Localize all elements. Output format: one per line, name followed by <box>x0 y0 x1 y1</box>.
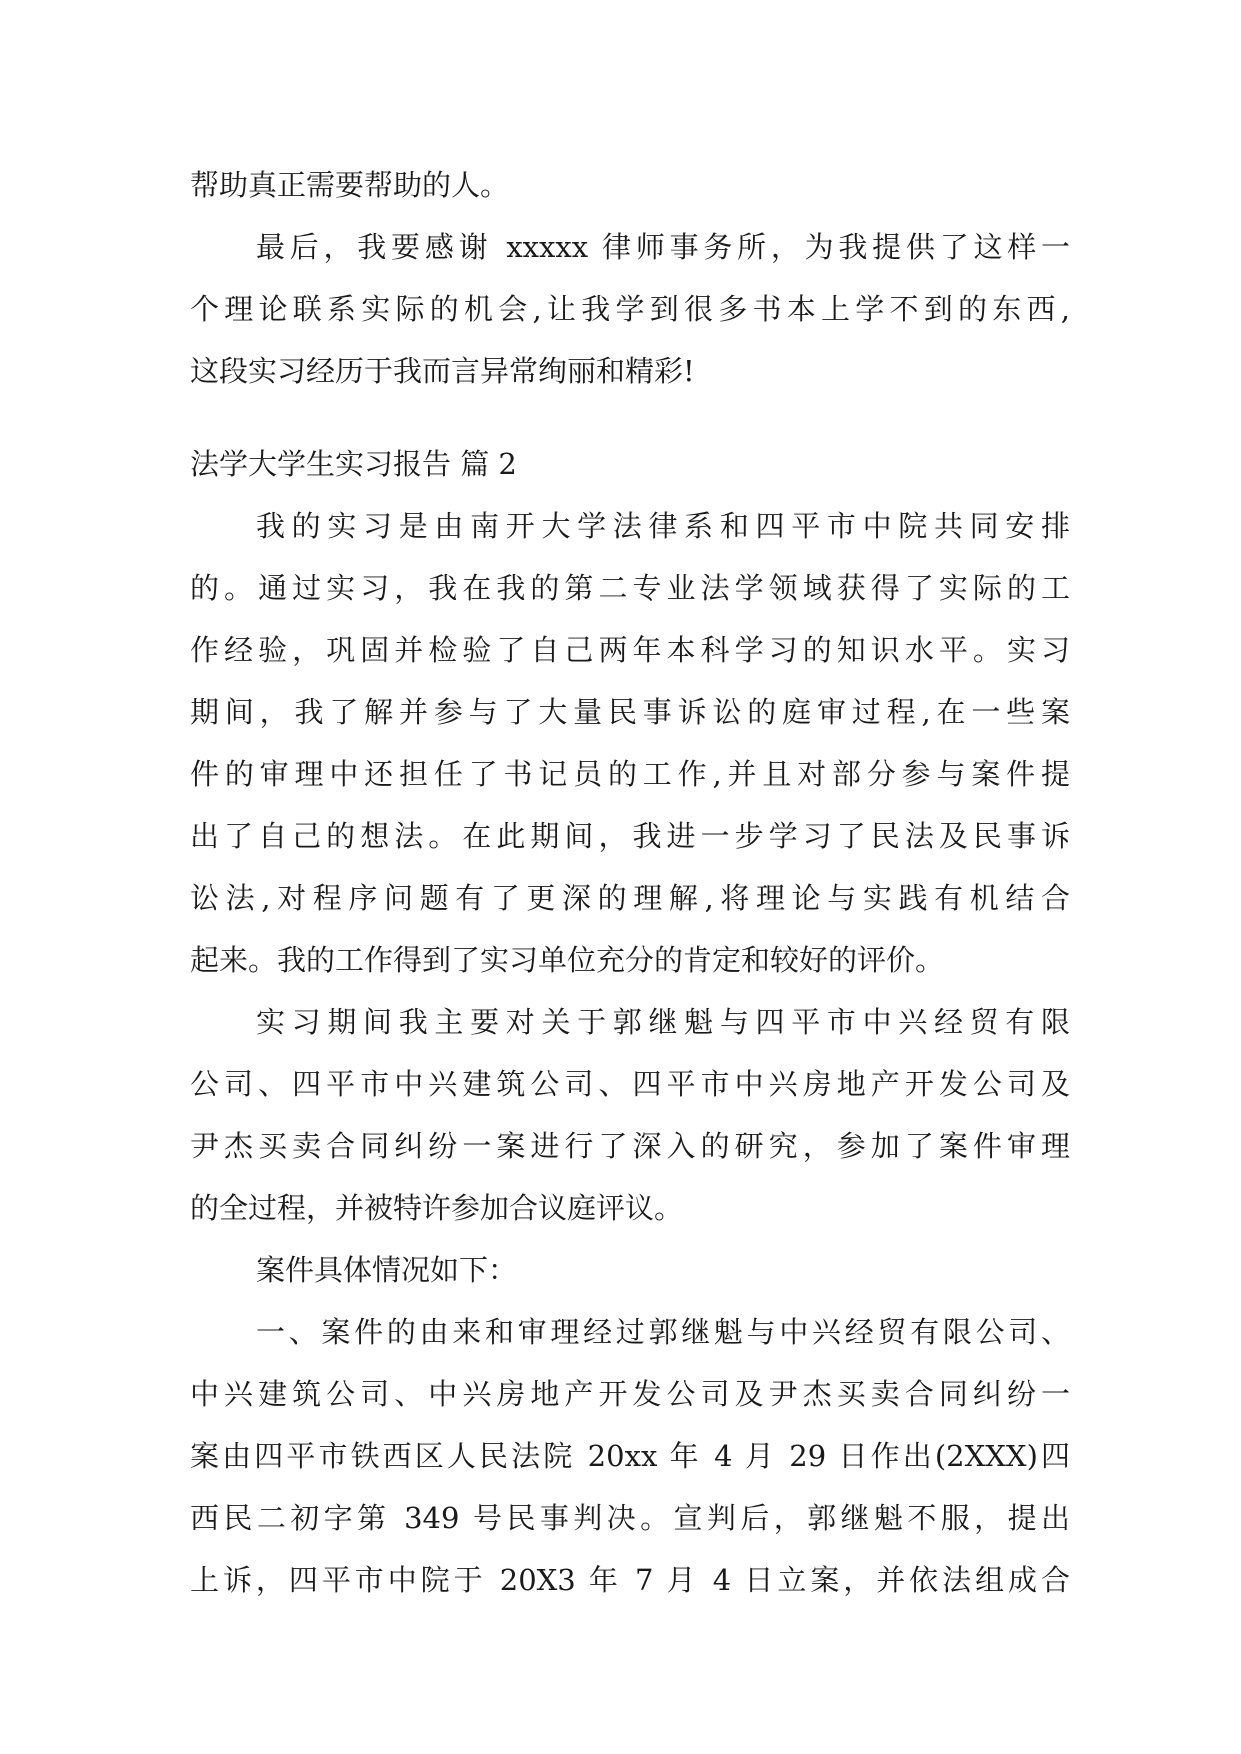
text-line: 作经验，巩固并检验了自己两年本科学习的知识水平。实习 <box>190 633 1070 667</box>
text-line: 件的审理中还担任了书记员的工作,并且对部分参与案件提 <box>190 757 1070 791</box>
text-line: 中兴建筑公司、中兴房地产开发公司及尹杰买卖合同纠纷一 <box>190 1377 1070 1411</box>
text-line: 出了自己的想法。在此期间，我进一步学习了民法及民事诉 <box>190 819 1070 853</box>
paragraph-closing-fragment <box>190 154 1070 216</box>
text-line: 个理论联系实际的机会,让我学到很多书本上学不到的东西, <box>190 292 1070 326</box>
text-line: 最后，我要感谢 xxxxx 律师事务所，为我提供了这样一 <box>256 230 1070 264</box>
text-line: 实习期间我主要对关于郭继魁与四平市中兴经贸有限 <box>256 1005 1070 1039</box>
text-line: 起来。我的工作得到了实习单位充分的肯定和较好的评价。 <box>190 943 945 977</box>
document-body <box>190 154 1070 1611</box>
text-line: 上诉，四平市中院于 20X3 年 7 月 4 日立案，并依法组成合 <box>190 1563 1070 1597</box>
text-line: 讼法,对程序问题有了更深的理解,将理论与实践有机结合 <box>190 881 1070 915</box>
text-line: 尹杰买卖合同纠纷一案进行了深入的研究，参加了案件审理 <box>190 1129 1070 1163</box>
text-line: 一、案件的由来和审理经过郭继魁与中兴经贸有限公司、 <box>256 1315 1070 1349</box>
text-line: 的。通过实习，我在我的第二专业法学领域获得了实际的工 <box>190 571 1070 605</box>
text-line: 西民二初字第 349 号民事判决。宣判后，郭继魁不服，提出 <box>190 1501 1070 1535</box>
text-line: 公司、四平市中兴建筑公司、四平市中兴房地产开发公司及 <box>190 1067 1070 1101</box>
paragraph-acknowledgement <box>190 216 1070 402</box>
text-line: 帮助真正需要帮助的人。 <box>190 168 510 202</box>
text-line: 案件具体情况如下： <box>256 1253 518 1287</box>
text-line: 的全过程，并被特许参加合议庭评议。 <box>190 1191 684 1225</box>
text-line: 案由四平市铁西区人民法院 20xx 年 4 月 29 日作出(2XXX)四 <box>190 1439 1070 1473</box>
text-line: 期间，我了解并参与了大量民事诉讼的庭审过程,在一些案 <box>190 695 1070 729</box>
text-line: 我的实习是由南开大学法律系和四平市中院共同安排 <box>256 509 1070 543</box>
paragraph-case-origin <box>190 1301 1070 1611</box>
paragraph-internship-intro <box>190 495 1070 991</box>
paragraph-case-study <box>190 991 1070 1239</box>
paragraph-case-details-label <box>190 1239 1070 1301</box>
text-line: 这段实习经历于我而言异常绚丽和精彩! <box>190 354 695 388</box>
section-heading: 法学大学生实习报告 篇 2 <box>190 447 517 481</box>
